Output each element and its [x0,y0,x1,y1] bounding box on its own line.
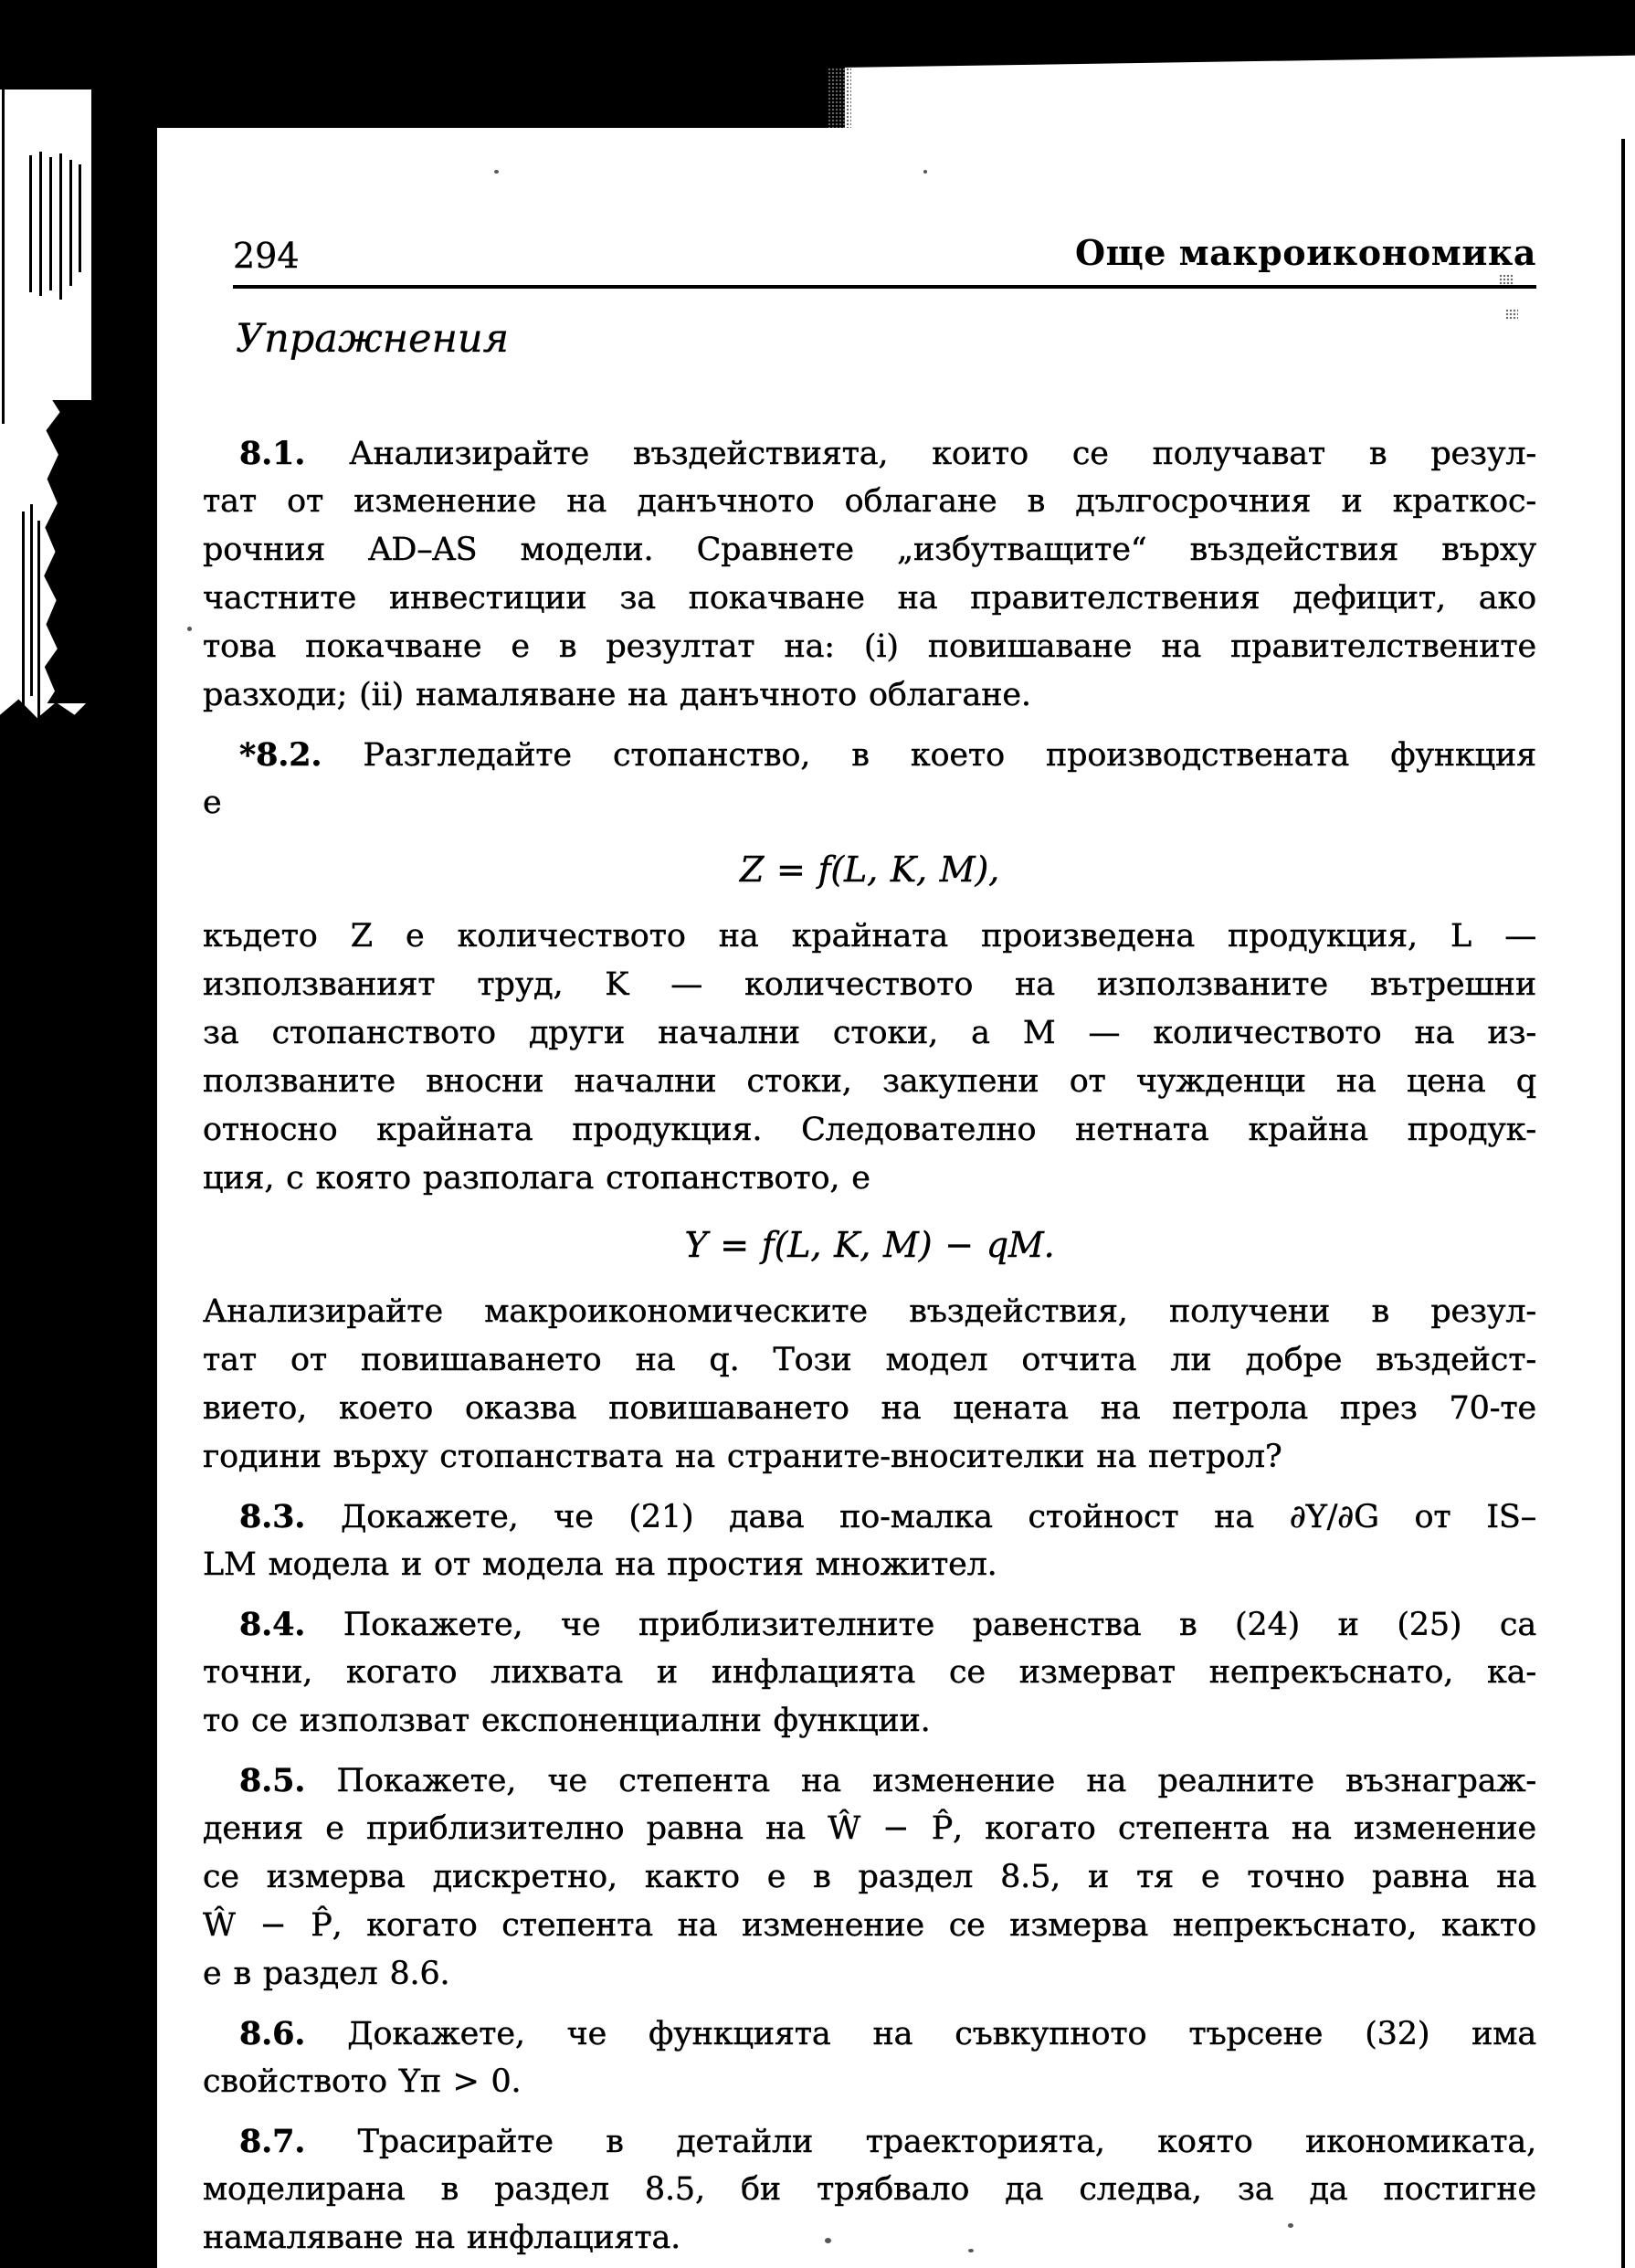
scan-left-edge-scratch [2,88,5,424]
text-line: е [203,785,222,821]
paragraph [203,912,1536,1203]
spine-texture-line [69,160,72,286]
page-number: 294 [233,236,300,276]
header-rule [233,285,1536,289]
text-line: частните инвестиции за покачване на правителствения дефицит, ако [203,580,1536,617]
text-line: 8.3. Докажете, че (21) дава по-малка стойност на ∂Y/∂G от IS– [239,1498,1536,1535]
spine-texture-line [29,155,32,292]
text-line: намаляване на инфлацията. [203,2220,681,2256]
text-line: Ŵ − P̂, когато степента на изменение се измерва непрекъснато, както [203,1907,1536,1944]
text-line: тат от повишаването на q. Този модел отчита ли добре въздейст- [203,1342,1536,1378]
exercise-number: 8.7. [239,2123,306,2160]
text-line: разходи; (ii) намаляване на данъчното облагане. [203,677,1031,713]
text-line: LM модела и от модела на простия множител. [203,1546,997,1583]
text-line: за стопанството други начални стоки, а M — количеството на из- [203,1015,1536,1051]
paragraph [203,2010,1536,2106]
spine-texture-line [79,164,81,272]
text-line: моделирана в раздел 8.5, би трябвало да следва, за да постигне [203,2171,1536,2208]
math-formula: Z = f(L, K, M), [739,849,1000,890]
dust-speck [1499,274,1514,285]
dust-speck [923,170,927,174]
running-header: Още макроикономика [1074,232,1536,273]
exercise-number: 8.1. [239,435,306,472]
paragraph [203,731,1536,828]
exercise-number: 8.4. [239,1606,306,1643]
math-formula: Y = f(L, K, M) − qM. [684,1225,1055,1265]
dust-speck [494,170,499,174]
text-line: ция, с която разполага стопанството, е [203,1160,870,1197]
paragraph [203,1600,1536,1746]
text-line: тат от изменение на данъчното облагане в дългосрочния и краткос- [203,483,1536,520]
text-line: точни, когато лихвата и инфлацията се измерват непрекъснато, ка- [203,1654,1536,1691]
spine-texture-line [49,157,52,290]
text-line: то се използват експоненциални функции. [203,1703,931,1739]
text-line: ползваните вносни начални стоки, закупени от чужденци на цена q [203,1063,1536,1100]
text-line: 8.6. Докажете, че функцията на съвкупното търсене (32) има [239,2015,1536,2052]
spine-texture-line [30,504,33,696]
text-line: дения е приблизително равна на Ŵ − P̂, когато степента на изменение [203,1810,1536,1847]
text-line: използваният труд, K — количеството на използваните вътрешни [203,966,1536,1003]
paragraph [203,1493,1536,1589]
exercise-number: 8.6. [239,2015,306,2052]
spine-texture-line [37,521,40,740]
paragraph [203,429,1536,720]
exercise-number: *8.2. [239,736,322,774]
text-line: Анализирайте макроикономическите въздействия, получени в резул- [203,1293,1536,1330]
text-line: 8.5. Покажете, че степента на изменение на реалните възнаграж- [239,1762,1536,1799]
spine-texture-line [59,153,62,300]
text-line: относно крайната продукция. Следователно нетната крайна продук- [203,1112,1536,1148]
dust-speck [187,627,192,631]
exercise-number: 8.5. [239,1762,306,1799]
paragraph [203,1288,1536,1482]
text-line: където Z е количеството на крайната произведена продукция, L — [203,918,1536,955]
scan-right-edge-line [1621,139,1625,2268]
text-line: 8.1. Анализирайте въздействията, които се получават в резул- [239,435,1536,472]
scan-top-band-center [132,5,845,128]
spine-texture-line [22,512,25,740]
scan-top-band-right [840,0,1635,68]
spine-texture-line [39,152,42,296]
section-title: Упражнения [236,316,510,362]
content-blocks [203,418,1536,2263]
text-line: *8.2. Разгледайте стопанство, в което производствената функция [239,736,1536,774]
text-line: вието, което оказва повишаването на цената на петрола през 70-те [203,1390,1536,1427]
exercise-number: 8.3. [239,1498,306,1535]
scan-speckle-patch [828,68,851,128]
text-line: 8.7. Трасирайте в детайли траекторията, която икономиката, [239,2123,1536,2160]
paragraph [203,2117,1536,2263]
scan-gutter-bottom [0,696,93,2268]
scan-gutter-bulge [42,400,93,703]
dust-speck [1505,309,1518,321]
scan-top-band-left [0,5,137,90]
text-line: свойството Yπ > 0. [203,2063,522,2100]
text-line: се измерва дискретно, както е в раздел 8.5, и тя е точно равна на [203,1859,1536,1895]
paragraph [203,1756,1536,1999]
text-line: това покачване е в резултат на: (i) повишаване на правителствените [203,628,1536,665]
text-line: рочния AD–AS модели. Сравнете „избутващите“ въздействия върху [203,532,1536,568]
scan-gutter-shadow [91,80,157,2268]
text-line: 8.4. Покажете, че приблизителните равенства в (24) и (25) са [239,1606,1536,1643]
text-line: години върху стопанствата на страните-вносителки на петрол? [203,1439,1282,1475]
text-line: е в раздел 8.6. [203,1956,450,1992]
